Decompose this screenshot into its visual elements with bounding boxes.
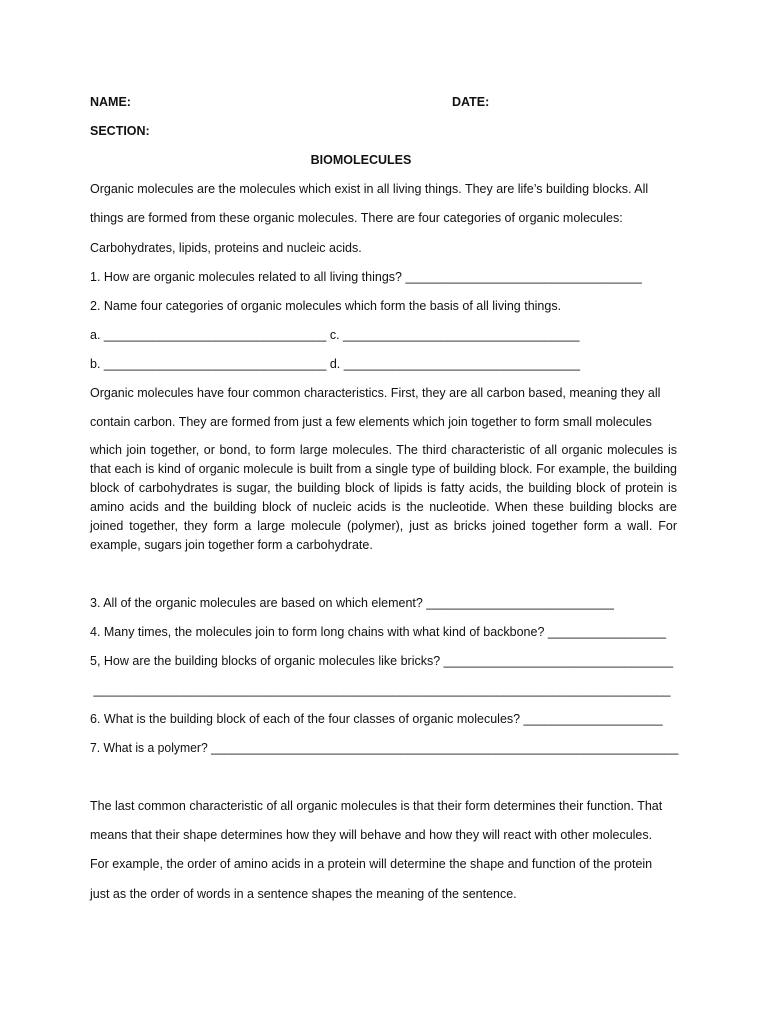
question-5: 5, How are the building blocks of organic molecules like bricks? _________________________________ — [90, 654, 674, 668]
characteristics-paragraph — [90, 441, 677, 555]
name-label: NAME: — [90, 95, 131, 109]
date-label: DATE: — [452, 95, 490, 109]
characteristics-line: contain carbon. They are formed from just a few elements which join together to form small molecules — [90, 415, 652, 429]
question-4: 4. Many times, the molecules join to form long chains with what kind of backbone? _________________ — [90, 625, 667, 639]
intro-line: things are formed from these organic molecules. There are four categories of organic molecules: — [90, 211, 623, 225]
intro-line: Carbohydrates, lipids, proteins and nucleic acids. — [90, 241, 362, 255]
paragraph-text: which join together, or bond, to form large molecules. The third characteristic of all organic molecules is that each is kind of organic molecule is built from a single type of building block. For example, the building block of carbohydrates is sugar, the building block of lipids is fatty acids, the building block of protein is amino acids and the building block of nucleic acids is the nucleotide. When these building blocks are joined together, they form a large molecule (polymer), just as bricks joined together form a wall. For example, sugars join together form a carbohydrate. — [90, 443, 677, 552]
characteristics-line: Organic molecules have four common characteristics. First, they are all carbon based, meaning they all — [90, 386, 661, 400]
conclusion-line: The last common characteristic of all organic molecules is that their form determines their function. That — [90, 799, 663, 813]
conclusion-line: just as the order of words in a sentence shapes the meaning of the sentence. — [90, 887, 517, 901]
answer-row-b-d: b. ________________________________ d. __________________________________ — [90, 357, 581, 371]
page-title: BIOMOLECULES — [310, 153, 412, 167]
intro-line: Organic molecules are the molecules which exist in all living things. They are life’s building blocks. All — [90, 182, 649, 196]
answer-row-a-c: a. ________________________________ c. __________________________________ — [90, 328, 580, 342]
conclusion-line: means that their shape determines how they will behave and how they will react with other molecules. — [90, 828, 653, 842]
question-2: 2. Name four categories of organic molecules which form the basis of all living things. — [90, 299, 562, 313]
question-6: 6. What is the building block of each of the four classes of organic molecules? ____________________ — [90, 712, 663, 726]
question-1: 1. How are organic molecules related to all living things? __________________________________ — [90, 270, 642, 284]
question-7: 7. What is a polymer? _____________________________________________________________________ — [90, 741, 679, 755]
question-5-answer-line: ___________________________________________________________________________________ — [90, 683, 671, 697]
question-3: 3. All of the organic molecules are based on which element? ___________________________ — [90, 596, 615, 610]
section-label: SECTION: — [90, 124, 150, 138]
conclusion-line: For example, the order of amino acids in a protein will determine the shape and function of the protein — [90, 857, 653, 871]
